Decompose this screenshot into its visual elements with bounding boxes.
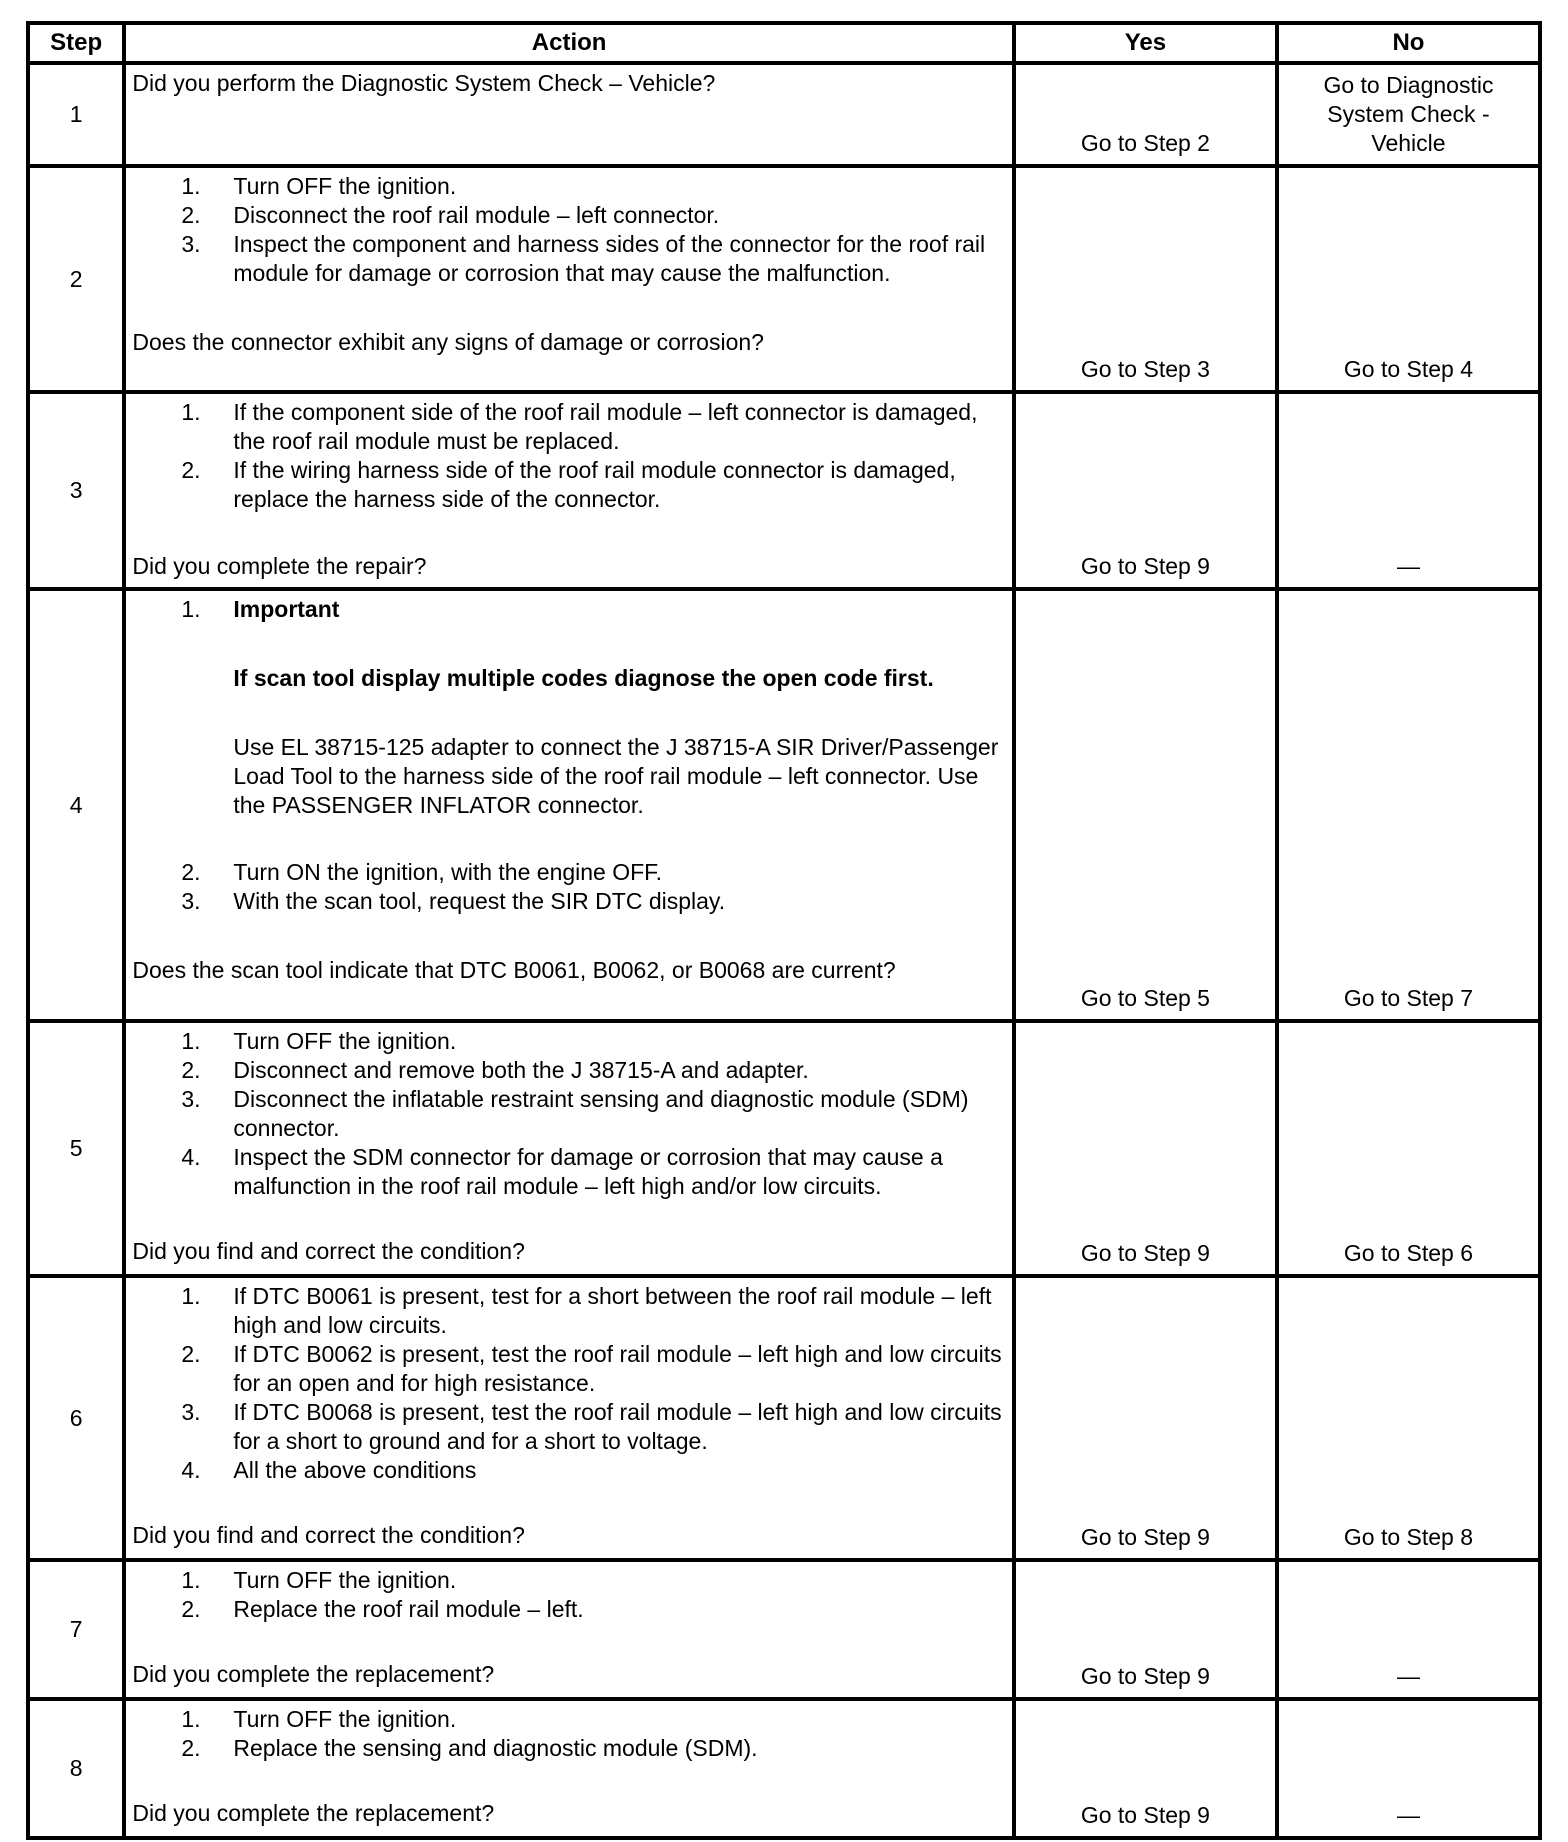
- instruction-list: [132, 1705, 1006, 1763]
- step-number: 5: [28, 1021, 124, 1276]
- list-item: 3. With the scan tool, request the SIR DTC display.: [181, 888, 726, 914]
- list-item: 2. If the wiring harness side of the roof rail module connector is damaged, replace the harness side of the connector.: [181, 457, 956, 512]
- important-note: If scan tool display multiple codes diagnose the open code first.: [233, 665, 934, 691]
- list-item: 2. Replace the roof rail module – left.: [181, 1596, 584, 1622]
- list-item: 4. All the above conditions: [181, 1457, 477, 1483]
- table-row: [28, 1699, 1540, 1838]
- yes-cell: Go to Step 9: [1014, 392, 1277, 589]
- table-row: [28, 166, 1540, 392]
- table-row: [28, 1276, 1540, 1560]
- no-cell: Go to Diagnostic System Check - Vehicle: [1277, 63, 1540, 166]
- list-item: 2. If DTC B0062 is present, test the roof rail module – left high and low circuits for an open and for high resistance.: [181, 1341, 1002, 1396]
- table-row: [28, 392, 1540, 589]
- step-question: Does the connector exhibit any signs of damage or corrosion?: [132, 329, 764, 355]
- step-number: 6: [28, 1276, 124, 1560]
- instruction-list: [132, 595, 1006, 916]
- yes-cell: Go to Step 9: [1014, 1560, 1277, 1699]
- step-question: Did you complete the replacement?: [132, 1800, 495, 1826]
- step-number: 8: [28, 1699, 124, 1838]
- step-question: Did you complete the replacement?: [132, 1661, 495, 1687]
- action-cell: [124, 1276, 1014, 1560]
- yes-cell: Go to Step 9: [1014, 1021, 1277, 1276]
- list-item: 1. Turn OFF the ignition.: [181, 173, 457, 199]
- list-item: 1. Turn OFF the ignition.: [181, 1567, 457, 1593]
- list-item: 3. Inspect the component and harness sides of the connector for the roof rail module for damage or corrosion that may cause the malfunction.: [181, 231, 986, 286]
- yes-cell: Go to Step 5: [1014, 589, 1277, 1021]
- action-cell: [124, 1560, 1014, 1699]
- no-cell: —: [1277, 1699, 1540, 1838]
- step-question: Does the scan tool indicate that DTC B0061, B0062, or B0068 are current?: [132, 957, 896, 983]
- step-number: 1: [28, 63, 124, 166]
- list-item: 2. Disconnect and remove both the J 38715-A and adapter.: [181, 1057, 809, 1083]
- action-cell: [124, 589, 1014, 1021]
- list-item: 4. Inspect the SDM connector for damage or corrosion that may cause a malfunction in the roof rail module – left high and/or low circuits.: [181, 1144, 943, 1199]
- table-row: [28, 589, 1540, 1021]
- table-row: [28, 63, 1540, 166]
- yes-cell: Go to Step 2: [1014, 63, 1277, 166]
- action-cell: [124, 166, 1014, 392]
- no-cell: Go to Step 4: [1277, 166, 1540, 392]
- step-number: 4: [28, 589, 124, 1021]
- step-number: 7: [28, 1560, 124, 1699]
- list-item: 1. If DTC B0061 is present, test for a short between the roof rail module – left high and low circuits.: [181, 1283, 992, 1338]
- action-cell: [124, 1021, 1014, 1276]
- important-text: Use EL 38715-125 adapter to connect the J 38715-A SIR Driver/Passenger Load Tool to the harness side of the roof rail module – left connector. Use the PASSENGER INFLATOR connector.: [233, 734, 999, 818]
- list-item: 1. Turn OFF the ignition.: [181, 1706, 457, 1732]
- action-cell: [124, 1699, 1014, 1838]
- instruction-list: [132, 1282, 1006, 1485]
- instruction-list: [132, 1027, 1006, 1201]
- step-number: 3: [28, 392, 124, 589]
- diagnostic-table: [26, 21, 1542, 1840]
- instruction-list: [132, 398, 1006, 514]
- yes-cell: Go to Step 9: [1014, 1276, 1277, 1560]
- instruction-list: [132, 1566, 1006, 1624]
- list-item: 2. Disconnect the roof rail module – left connector.: [181, 202, 720, 228]
- no-cell: Go to Step 6: [1277, 1021, 1540, 1276]
- no-cell: Go to Step 8: [1277, 1276, 1540, 1560]
- instruction-list: [132, 172, 1006, 288]
- list-item: 1. Turn OFF the ignition.: [181, 1028, 457, 1054]
- header-action: Action: [124, 23, 1014, 63]
- action-cell: [124, 63, 1014, 166]
- table-row: [28, 1560, 1540, 1699]
- list-item: 2. Replace the sensing and diagnostic module (SDM).: [181, 1735, 758, 1761]
- yes-cell: Go to Step 3: [1014, 166, 1277, 392]
- list-item: 2. Turn ON the ignition, with the engine OFF.: [181, 859, 663, 885]
- yes-cell: Go to Step 9: [1014, 1699, 1277, 1838]
- table-row: [28, 1021, 1540, 1276]
- list-item: 1. If the component side of the roof rail module – left connector is damaged, the roof rail module must be replaced.: [181, 399, 978, 454]
- step-number: 2: [28, 166, 124, 392]
- step-question: Did you find and correct the condition?: [132, 1238, 525, 1264]
- list-item: 3. If DTC B0068 is present, test the roof rail module – left high and low circuits for a short to ground and for a short to voltage.: [181, 1399, 1002, 1454]
- no-cell: —: [1277, 392, 1540, 589]
- action-cell: [124, 392, 1014, 589]
- important-label: Important: [233, 596, 340, 622]
- no-cell: Go to Step 7: [1277, 589, 1540, 1021]
- step-question: Did you complete the repair?: [132, 553, 427, 579]
- header-yes: Yes: [1014, 23, 1277, 63]
- important-item: 1. Important If scan tool display multiple codes diagnose the open code first. Use EL 38715-125 adapter to connect the J 38715-A SIR Driver/Passenger Load Tool to the harness side of the roof rail module – left connector. Use the PASSENGER INFLATOR connector.: [132, 595, 1006, 820]
- header-row: [28, 23, 1540, 63]
- list-item: 3. Disconnect the inflatable restraint sensing and diagnostic module (SDM) connector.: [181, 1086, 969, 1141]
- step-question: Did you perform the Diagnostic System Check – Vehicle?: [132, 70, 716, 96]
- no-cell: —: [1277, 1560, 1540, 1699]
- step-question: Did you find and correct the condition?: [132, 1522, 525, 1548]
- header-step: Step: [28, 23, 124, 63]
- header-no: No: [1277, 23, 1540, 63]
